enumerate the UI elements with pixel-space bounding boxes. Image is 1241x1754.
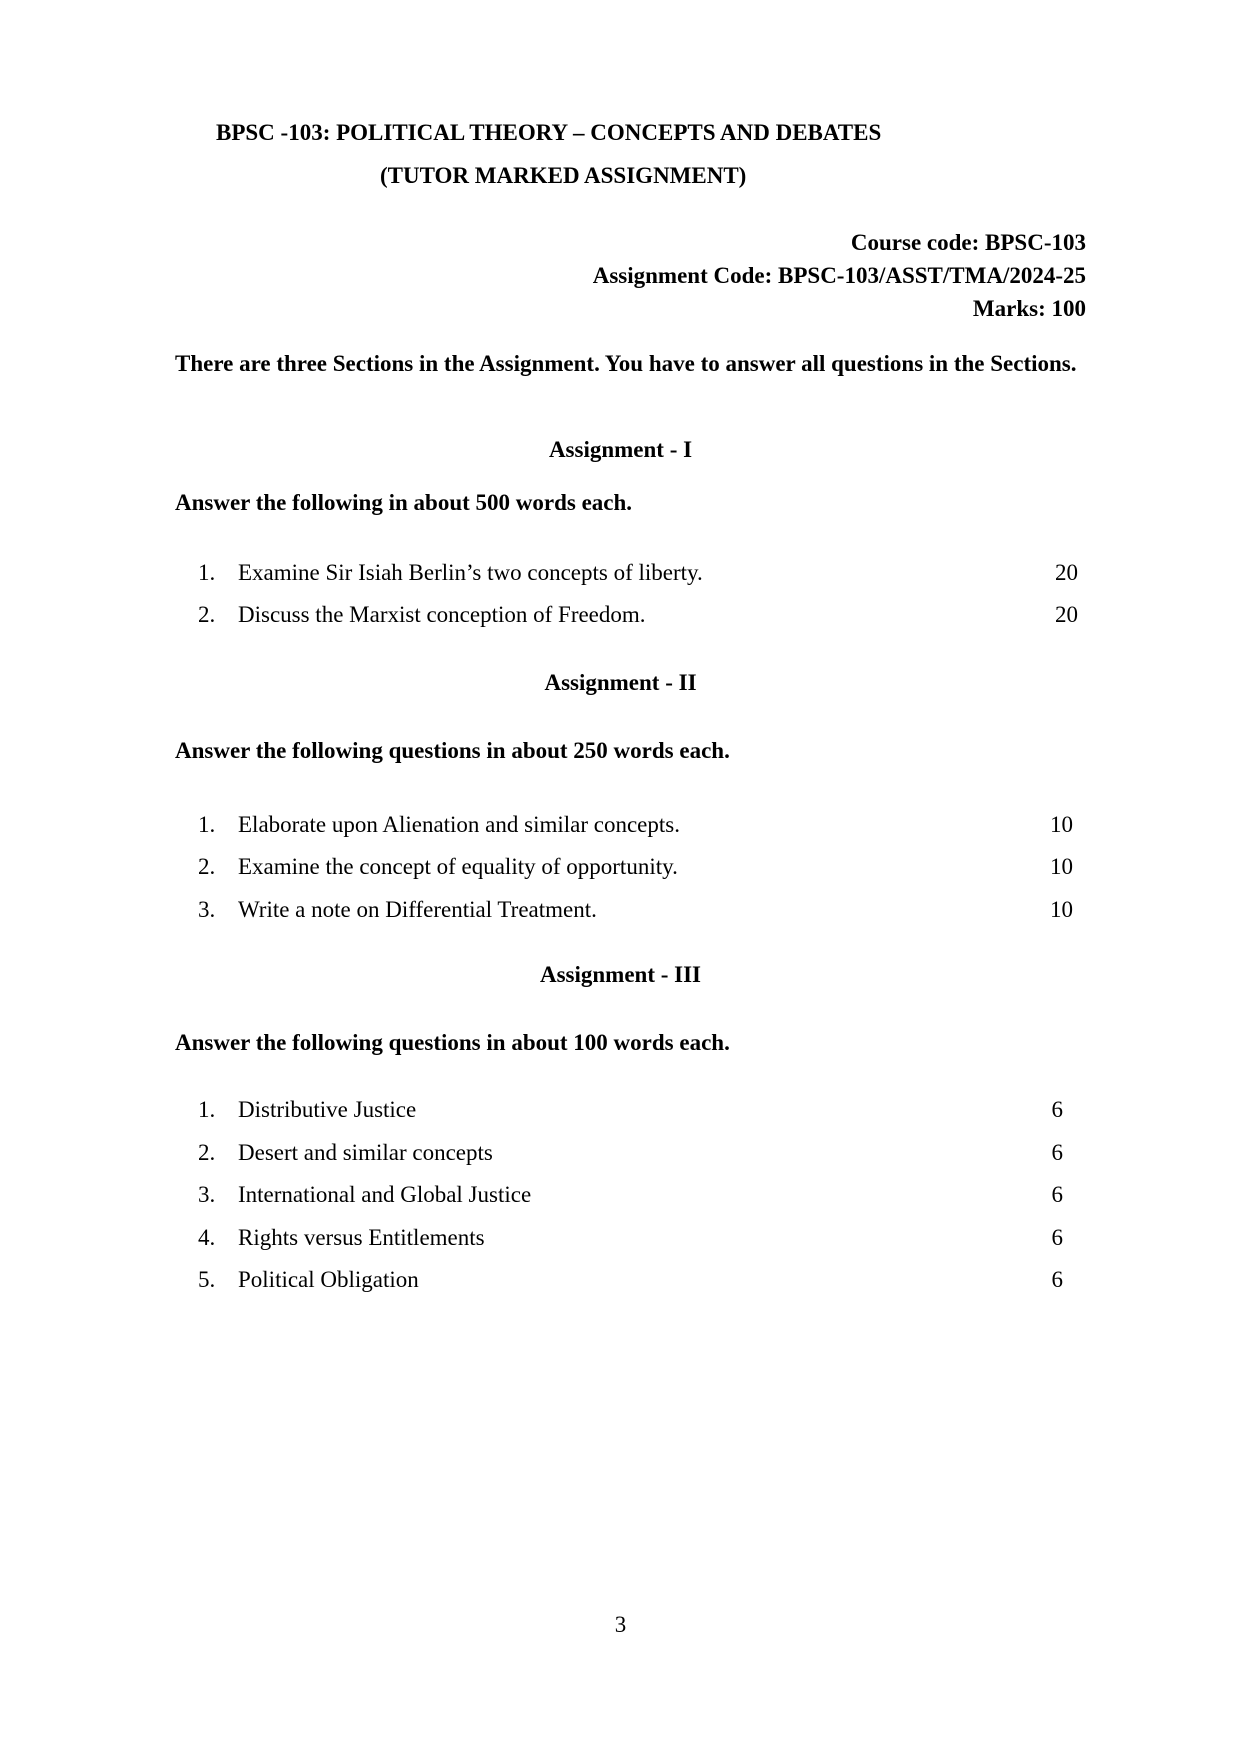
question-item — [198, 602, 1078, 632]
question-marks: 6 — [1051, 1182, 1063, 1207]
question-marks: 6 — [1051, 1097, 1063, 1122]
question-text: Examine Sir Isiah Berlin’s two concepts of liberty. — [238, 560, 703, 585]
question-marks: 10 — [1050, 854, 1073, 879]
question-number: 3. — [198, 897, 216, 922]
section-heading-2: Assignment - II — [544, 670, 697, 695]
document-title: BPSC -103: POLITICAL THEORY – CONCEPTS AND DEBATES — [216, 120, 882, 145]
question-number: 1. — [198, 560, 216, 585]
question-number: 5. — [198, 1267, 216, 1292]
question-item — [198, 1267, 1078, 1297]
question-text: Elaborate upon Alienation and similar concepts. — [238, 812, 680, 837]
question-marks: 10 — [1050, 897, 1073, 922]
question-marks: 20 — [1055, 602, 1078, 627]
question-number: 3. — [198, 1182, 216, 1207]
total-marks: Marks: 100 — [972, 296, 1086, 321]
question-text: International and Global Justice — [238, 1182, 532, 1207]
question-marks: 10 — [1050, 812, 1073, 837]
question-marks: 6 — [1051, 1225, 1063, 1250]
question-number: 4. — [198, 1225, 216, 1250]
question-number: 2. — [198, 602, 216, 627]
section-instruction-2: Answer the following questions in about 250 words each. — [175, 738, 730, 763]
question-item — [198, 812, 1078, 842]
question-text: Discuss the Marxist conception of Freedom. — [238, 602, 646, 627]
question-item — [198, 1140, 1078, 1170]
question-item — [198, 854, 1078, 884]
question-item — [198, 1182, 1078, 1212]
section-heading-3: Assignment - III — [539, 962, 702, 987]
section-heading-1: Assignment - I — [548, 437, 693, 462]
question-number: 1. — [198, 812, 216, 837]
question-marks: 6 — [1051, 1267, 1063, 1292]
question-text: Write a note on Differential Treatment. — [238, 897, 597, 922]
section-instruction-1: Answer the following in about 500 words each. — [175, 490, 633, 515]
question-text: Distributive Justice — [238, 1097, 417, 1122]
section-instruction-3: Answer the following questions in about 100 words each. — [175, 1030, 730, 1055]
question-text: Political Obligation — [238, 1267, 419, 1292]
question-number: 1. — [198, 1097, 216, 1122]
intro-instructions: There are three Sections in the Assignment. You have to answer all questions in the Sections. — [175, 351, 1077, 376]
question-item — [198, 1225, 1078, 1255]
question-number: 2. — [198, 854, 216, 879]
question-number: 2. — [198, 1140, 216, 1165]
question-item — [198, 1097, 1078, 1127]
document-subtitle: (TUTOR MARKED ASSIGNMENT) — [380, 163, 747, 188]
question-item — [198, 560, 1078, 590]
question-text: Examine the concept of equality of opportunity. — [238, 854, 678, 879]
question-marks: 6 — [1051, 1140, 1063, 1165]
question-item — [198, 897, 1078, 927]
page-number: 3 — [614, 1612, 627, 1637]
assignment-code: Assignment Code: BPSC-103/ASST/TMA/2024-25 — [592, 263, 1086, 288]
question-text: Desert and similar concepts — [238, 1140, 493, 1165]
question-marks: 20 — [1055, 560, 1078, 585]
course-code: Course code: BPSC-103 — [850, 230, 1086, 255]
question-text: Rights versus Entitlements — [238, 1225, 485, 1250]
